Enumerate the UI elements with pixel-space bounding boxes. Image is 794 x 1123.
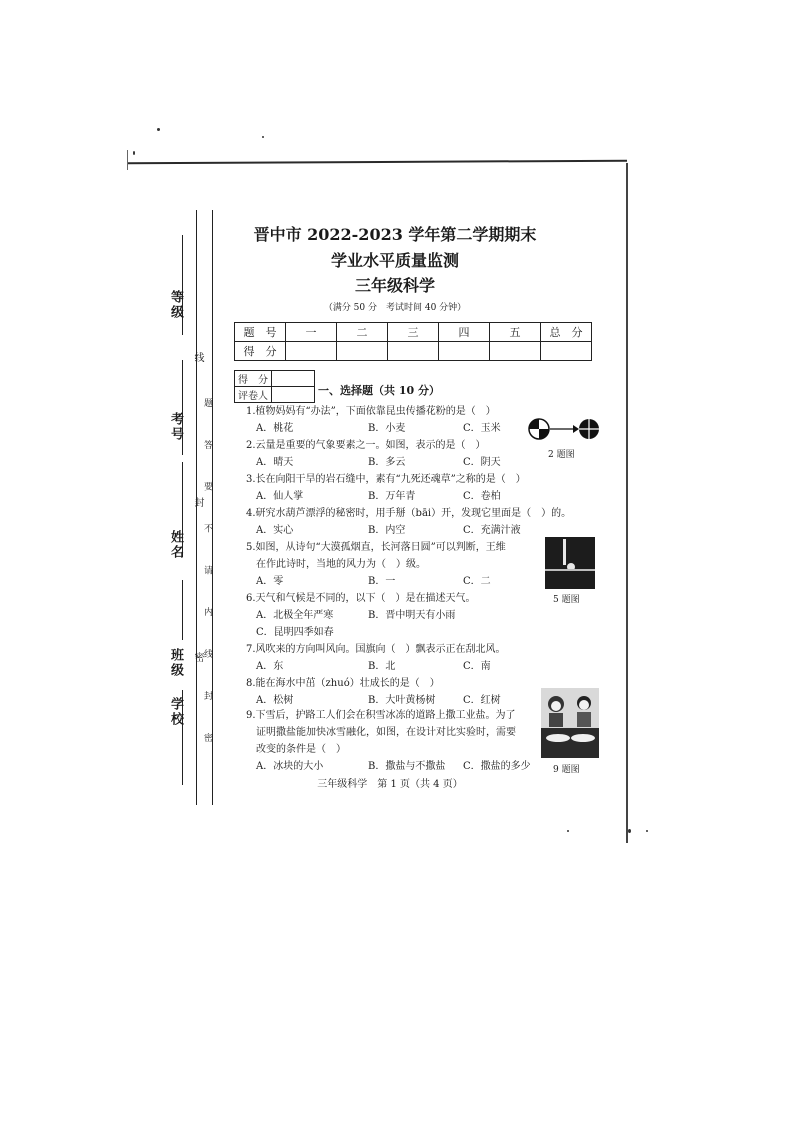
score-cell: [541, 342, 592, 361]
smoke-column: [563, 539, 566, 565]
score-header-cell: 一: [286, 323, 337, 342]
q6-option-c: C．昆明四季如春: [256, 627, 334, 638]
question-8: 8.能在海水中茁（zhuó）壮成长的是（ ）: [246, 678, 440, 689]
grader-name-cell: [272, 387, 315, 403]
score-header-cell: 总 分: [541, 323, 592, 342]
question-9-line2: 证明撒盐能加快冰雪融化，如图，在设计对比实验时，需要: [256, 727, 516, 738]
question-5: 5.如图，从诗句“大漠孤烟直，长河落日圆”可以判断，王维: [246, 542, 506, 553]
cloud-cover-figure: [527, 416, 599, 444]
question-4: 4.研究水葫芦漂浮的秘密时，用手掰（bāi）开，发现它里面是（ ）的。: [246, 508, 572, 519]
cloud-fill-quarter: [539, 429, 549, 439]
q7-option-b: B．北: [368, 661, 396, 672]
binding-marker-secret: 密: [192, 652, 203, 662]
binding-field-grade: 等级: [168, 290, 183, 320]
scan-speck: [157, 128, 160, 131]
score-header-cell: 二: [337, 323, 388, 342]
q2-option-c: C．阴天: [463, 457, 501, 468]
question-6: 6.天气和气候是不同的，以下（ ）是在描述天气。: [246, 593, 476, 604]
question-2: 2.云量是重要的气象要素之一。如图，表示的是（ ）: [246, 440, 486, 451]
subject-title: 三年级科学: [354, 276, 435, 295]
grader-name-label: 评卷人: [235, 387, 272, 403]
scan-speck: [628, 829, 631, 833]
binding-field-school: 学校: [168, 697, 183, 727]
question-1: 1.植物妈妈有“办法”，下面依靠昆虫传播花粉的是（ ）: [246, 406, 496, 417]
q5-option-b: B．一: [368, 576, 396, 587]
q1-option-b: B．小麦: [368, 423, 406, 434]
scan-speck: [133, 151, 135, 155]
q5-option-c: C．二: [463, 576, 491, 587]
arrow-head-icon: [573, 425, 579, 433]
q8-option-b: B．大叶黄杨树: [368, 695, 436, 706]
binding-field-name: 姓名: [168, 530, 183, 560]
page-border-left: [127, 150, 128, 170]
q2-option-a: A．晴天: [256, 457, 294, 468]
q9-option-b: B．撒盐与不撒盐: [368, 761, 446, 772]
child-body-icon: [549, 713, 563, 727]
salt-ice-experiment-figure: [541, 688, 599, 758]
score-cell: [286, 342, 337, 361]
score-row-label: 得 分: [235, 342, 286, 361]
q4-option-c: C．充满汁液: [463, 525, 521, 536]
grader-box: [234, 370, 315, 403]
q6-option-b: B．晋中明天有小雨: [368, 610, 456, 621]
question-9: 9.下雪后，护路工人们会在积雪冰冻的道路上撒工业盐。为了: [246, 710, 516, 721]
score-header-cell: 四: [439, 323, 490, 342]
exam-note: （满分 50 分 考试时间 40 分钟）: [323, 303, 467, 313]
binding-warning: 题 答 要 不 请 内 线 封 密: [202, 398, 212, 757]
scan-speck: [262, 136, 264, 138]
score-table: [234, 322, 592, 361]
binding-line: [196, 210, 197, 805]
figure-background: [545, 537, 595, 589]
q3-option-a: A．仙人掌: [256, 491, 304, 502]
q9-option-a: A．冰块的大小: [256, 761, 324, 772]
table-surface: [541, 728, 599, 758]
child-face-icon: [579, 700, 589, 710]
scan-speck: [646, 830, 648, 832]
exam-subtitle: 学业水平质量监测: [330, 251, 459, 270]
figure-caption-q2: 2 题图: [548, 450, 575, 460]
score-table-row: [235, 342, 592, 361]
figure-caption-q9: 9 题图: [553, 765, 580, 775]
q7-option-c: C．南: [463, 661, 491, 672]
figure-caption-q5: 5 题图: [553, 595, 580, 605]
q6-option-a: A．北极全年严寒: [256, 610, 334, 621]
score-header-cell: 五: [490, 323, 541, 342]
q3-option-c: C．卷柏: [463, 491, 501, 502]
child-body-icon: [577, 712, 591, 727]
score-table-header: [235, 323, 592, 342]
section-heading: 一、选择题（共 10 分）: [318, 384, 440, 397]
q7-option-a: A．东: [256, 661, 284, 672]
question-9-line3: 改变的条件是（ ）: [256, 744, 346, 755]
q2-option-b: B．多云: [368, 457, 406, 468]
q1-option-c: C．玉米: [463, 423, 501, 434]
q1-option-a: A．桃花: [256, 423, 294, 434]
score-header-cell: 三: [388, 323, 439, 342]
binding-field-exam-no: 考号: [168, 412, 183, 442]
child-face-icon: [551, 701, 561, 711]
desert-sunset-figure: [545, 537, 595, 589]
q8-option-a: A．松树: [256, 695, 294, 706]
exam-title: 晋中市 2022-2023 学年第二学期期末: [253, 225, 537, 244]
q8-option-c: C．红树: [463, 695, 501, 706]
binding-marker-line: 线: [192, 352, 203, 362]
question-5-line2: 在作此诗时，当地的风力为（ ）级。: [256, 559, 426, 570]
score-cell: [490, 342, 541, 361]
binding-marker-seal: 封: [192, 497, 203, 507]
question-7: 7.风吹来的方向叫风向。国旗向（ ）飘表示正在刮北风。: [246, 644, 506, 655]
cloud-fill-quarter: [529, 419, 539, 429]
binding-field-class: 班级: [168, 648, 183, 678]
grade-blank: [182, 235, 183, 335]
page-border-right: [626, 163, 628, 843]
q9-option-c: C．撒盐的多少: [463, 761, 531, 772]
ice-plate-icon: [571, 734, 595, 742]
score-header-cell: 题 号: [235, 323, 286, 342]
scan-speck: [567, 830, 569, 832]
score-cell: [439, 342, 490, 361]
q3-option-b: B．万年青: [368, 491, 416, 502]
page-footer: 三年级科学 第 1 页（共 4 页）: [317, 779, 463, 790]
grader-score-cell: [272, 371, 315, 387]
score-cell: [337, 342, 388, 361]
ice-plate-icon: [546, 734, 570, 742]
score-cell: [388, 342, 439, 361]
grader-score-label: 得 分: [235, 371, 272, 387]
question-3: 3.长在向阳干旱的岩石缝中，素有“九死还魂草”之称的是（ ）: [246, 474, 526, 485]
page-border-top: [127, 160, 627, 165]
q4-option-b: B．内空: [368, 525, 406, 536]
class-blank: [182, 580, 183, 640]
horizon-line: [545, 569, 595, 571]
q4-option-a: A．实心: [256, 525, 294, 536]
q5-option-a: A．零: [256, 576, 284, 587]
